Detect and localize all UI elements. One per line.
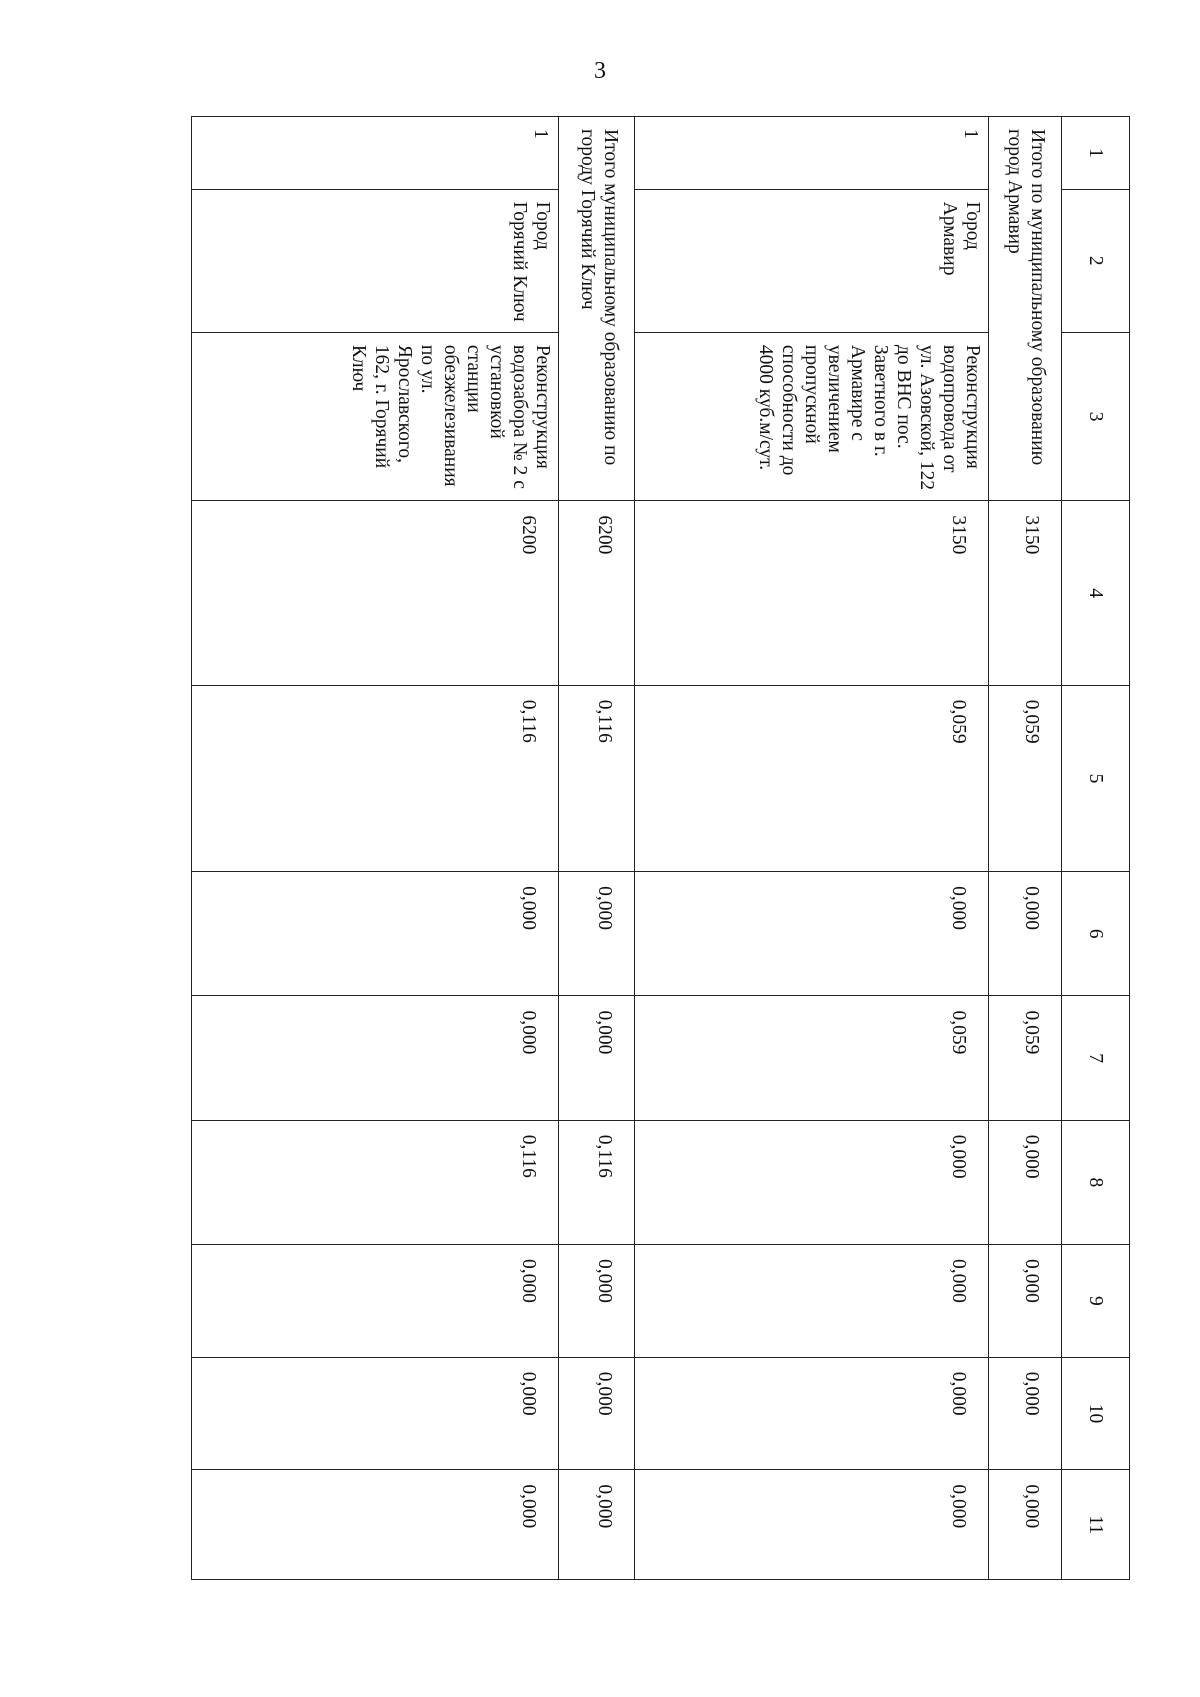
page-number: 3 (594, 58, 606, 84)
table-cell: 0,059 (635, 996, 989, 1120)
table-cell: 0,116 (192, 685, 559, 871)
column-header: 4 (1062, 501, 1130, 685)
row-number: 1 (192, 117, 559, 190)
table-cell: 0,116 (559, 685, 635, 871)
column-header: 10 (1062, 1357, 1130, 1470)
table-cell: 0,000 (635, 1470, 989, 1580)
table-cell: 0,000 (559, 1470, 635, 1580)
table-cell: 6200 (559, 501, 635, 685)
table-row-total-armavir (989, 117, 1062, 1580)
table-cell: 0,000 (989, 1245, 1062, 1358)
table-cell: 0,000 (192, 872, 559, 996)
municipality-cell: Город Горячий Ключ (192, 189, 559, 332)
table-cell: 0,116 (559, 1120, 635, 1244)
column-header: 3 (1062, 332, 1130, 501)
table-cell: 0,000 (989, 1357, 1062, 1470)
table-cell: 0,059 (635, 685, 989, 871)
data-table (191, 116, 1130, 1580)
table-cell: 0,000 (635, 1120, 989, 1244)
table-cell: 0,000 (989, 1470, 1062, 1580)
column-header: 8 (1062, 1120, 1130, 1244)
table-cell: 0,000 (559, 996, 635, 1120)
table-cell: 0,000 (989, 872, 1062, 996)
object-description-cell: Реконструкция водозабора № 2 с установкой станции обезжелезивания по ул. Ярославского, 162, г. Горячий Ключ (192, 332, 559, 501)
column-header: 6 (1062, 872, 1130, 996)
row-number: 1 (635, 117, 989, 190)
column-header: 1 (1062, 117, 1130, 190)
column-header: 9 (1062, 1245, 1130, 1358)
column-header: 11 (1062, 1470, 1130, 1580)
table-row-item-goryachiy-klyuch (192, 117, 559, 1580)
total-label: Итого муниципальному образованию по городу Горячий Ключ (559, 117, 635, 501)
table-cell: 0,000 (635, 1245, 989, 1358)
municipality-cell: Город Армавир (635, 189, 989, 332)
table-cell: 0,000 (559, 1245, 635, 1358)
table-cell: 0,000 (192, 1245, 559, 1358)
table-cell: 3150 (635, 501, 989, 685)
column-header: 5 (1062, 685, 1130, 871)
table-cell: 0,000 (559, 872, 635, 996)
table-row-item-armavir (635, 117, 989, 1580)
table-cell: 0,000 (559, 1357, 635, 1470)
table-cell: 0,000 (192, 1470, 559, 1580)
rotated-table-inner (192, 116, 1130, 1580)
table-cell: 0,000 (192, 996, 559, 1120)
object-description-cell: Реконструкция водопровода от ул. Азовской, 122 до ВНС пос. Заветного в г. Армавире с увеличением пропускной способности до 4000 куб.м/сут. (635, 332, 989, 501)
table-cell: 0,116 (192, 1120, 559, 1244)
column-header: 2 (1062, 189, 1130, 332)
table-cell: 0,059 (989, 685, 1062, 871)
total-label: Итого по муниципальному образованию город Армавир (989, 117, 1062, 501)
table-cell: 0,000 (192, 1357, 559, 1470)
table-row-total-goryachiy-klyuch (559, 117, 635, 1580)
rotated-table-container (192, 116, 1200, 1535)
table-cell: 0,000 (635, 1357, 989, 1470)
table-cell: 3150 (989, 501, 1062, 685)
table-cell: 0,000 (989, 1120, 1062, 1244)
table-cell: 0,059 (989, 996, 1062, 1120)
column-header: 7 (1062, 996, 1130, 1120)
header-row (1062, 117, 1130, 1580)
table-cell: 6200 (192, 501, 559, 685)
table-cell: 0,000 (635, 872, 989, 996)
